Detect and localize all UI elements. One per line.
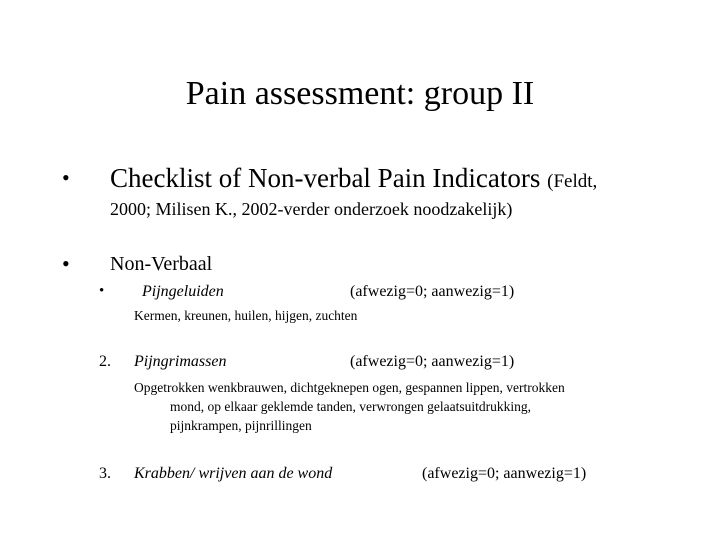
- item-2-description: [134, 378, 674, 435]
- bullet-1-marker: •: [62, 165, 70, 190]
- item-3-marker: 3.: [99, 465, 111, 482]
- item-2-description-line: Opgetrokken wenkbrauwen, dichtgeknepen ogen, gespannen lippen, vertrokken: [134, 380, 565, 395]
- item-3-scoring: (afwezig=0; aanwezig=1): [422, 465, 587, 482]
- item-3-label: Krabben/ wrijven aan de wond: [134, 465, 333, 482]
- bullet-1-small-text: (Feldt,: [547, 171, 598, 192]
- item-2-description-line: mond, op elkaar geklemde tanden, verwrongen gelaatsuitdrukking,: [170, 399, 532, 414]
- bullet-1-main-text: Checklist of Non-verbal Pain Indicators: [110, 163, 541, 193]
- item-1-marker: •: [99, 283, 105, 299]
- item-1-label: Pijngeluiden: [142, 283, 224, 300]
- item-2-marker: 2.: [99, 353, 111, 370]
- item-2-description-line: pijnkrampen, pijnrillingen: [170, 418, 312, 433]
- bullet-2-marker: •: [62, 251, 70, 276]
- bullet-1-continuation: 2000; Milisen K., 2002-verder onderzoek noodzakelijk): [110, 199, 513, 219]
- item-1-description: Kermen, kreunen, huilen, hijgen, zuchten: [134, 308, 358, 323]
- item-1-scoring: (afwezig=0; aanwezig=1): [350, 283, 515, 300]
- item-2-scoring: (afwezig=0; aanwezig=1): [350, 353, 515, 370]
- slide-title: Pain assessment: group II: [185, 75, 535, 112]
- item-2-label: Pijngrimassen: [134, 353, 227, 370]
- bullet-2-text: Non-Verbaal: [110, 253, 213, 275]
- bullet-1-text: [110, 163, 597, 197]
